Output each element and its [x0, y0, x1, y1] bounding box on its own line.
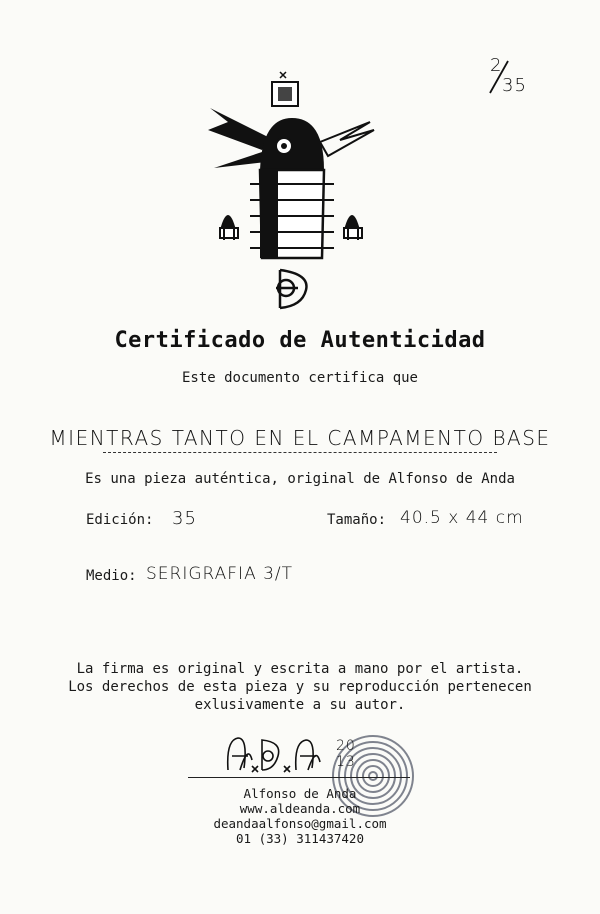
certificate-title: Certificado de Autenticidad — [114, 328, 486, 353]
contact-email: deandaalfonso@gmail.com — [213, 816, 387, 831]
medium-value: SERIGRAFIA 3/T — [146, 564, 294, 584]
size-value: 40.5 x 44 cm — [400, 508, 524, 528]
signature-year-bottom: 13 — [336, 754, 356, 770]
artist-signature — [222, 730, 342, 780]
piece-title: MIENTRAS TANTO EN EL CAMPAMENTO BASE — [49, 426, 551, 450]
artist-illustration — [200, 60, 390, 320]
right-figure — [344, 215, 362, 240]
certificate-intro: Este documento certifica que — [181, 370, 418, 386]
piece-title-underline — [103, 452, 497, 453]
contact-website: www.aldeanda.com — [239, 801, 361, 816]
contact-name: Alfonso de Anda — [243, 786, 357, 801]
notice-line-2: Los derechos de esta pieza y su reproducción pertenecen — [68, 679, 532, 695]
contact-block — [180, 786, 420, 846]
edition-label: Edición: — [86, 512, 154, 528]
medium-label: Medio: — [86, 568, 137, 584]
signature-line — [188, 777, 410, 778]
edition-numerator: 2 — [490, 55, 503, 76]
left-figure — [220, 215, 238, 240]
edition-value: 35 — [172, 508, 197, 529]
edition-fraction — [478, 55, 538, 105]
size-label: Tamaño: — [327, 512, 387, 528]
authenticity-statement: Es una pieza auténtica, original de Alfonso de Anda — [85, 471, 515, 487]
contact-phone: 01 (33) 311437420 — [236, 831, 364, 846]
notice-line-3: exlusivamente a su autor. — [194, 697, 406, 713]
edition-denominator: 35 — [502, 75, 527, 96]
tiny-frame-icon — [272, 72, 298, 106]
notice-line-1: La firma es original y escrita a mano por el artista. — [76, 661, 524, 677]
artist-monogram — [276, 270, 306, 308]
signature-year-top: 20 — [336, 738, 356, 754]
